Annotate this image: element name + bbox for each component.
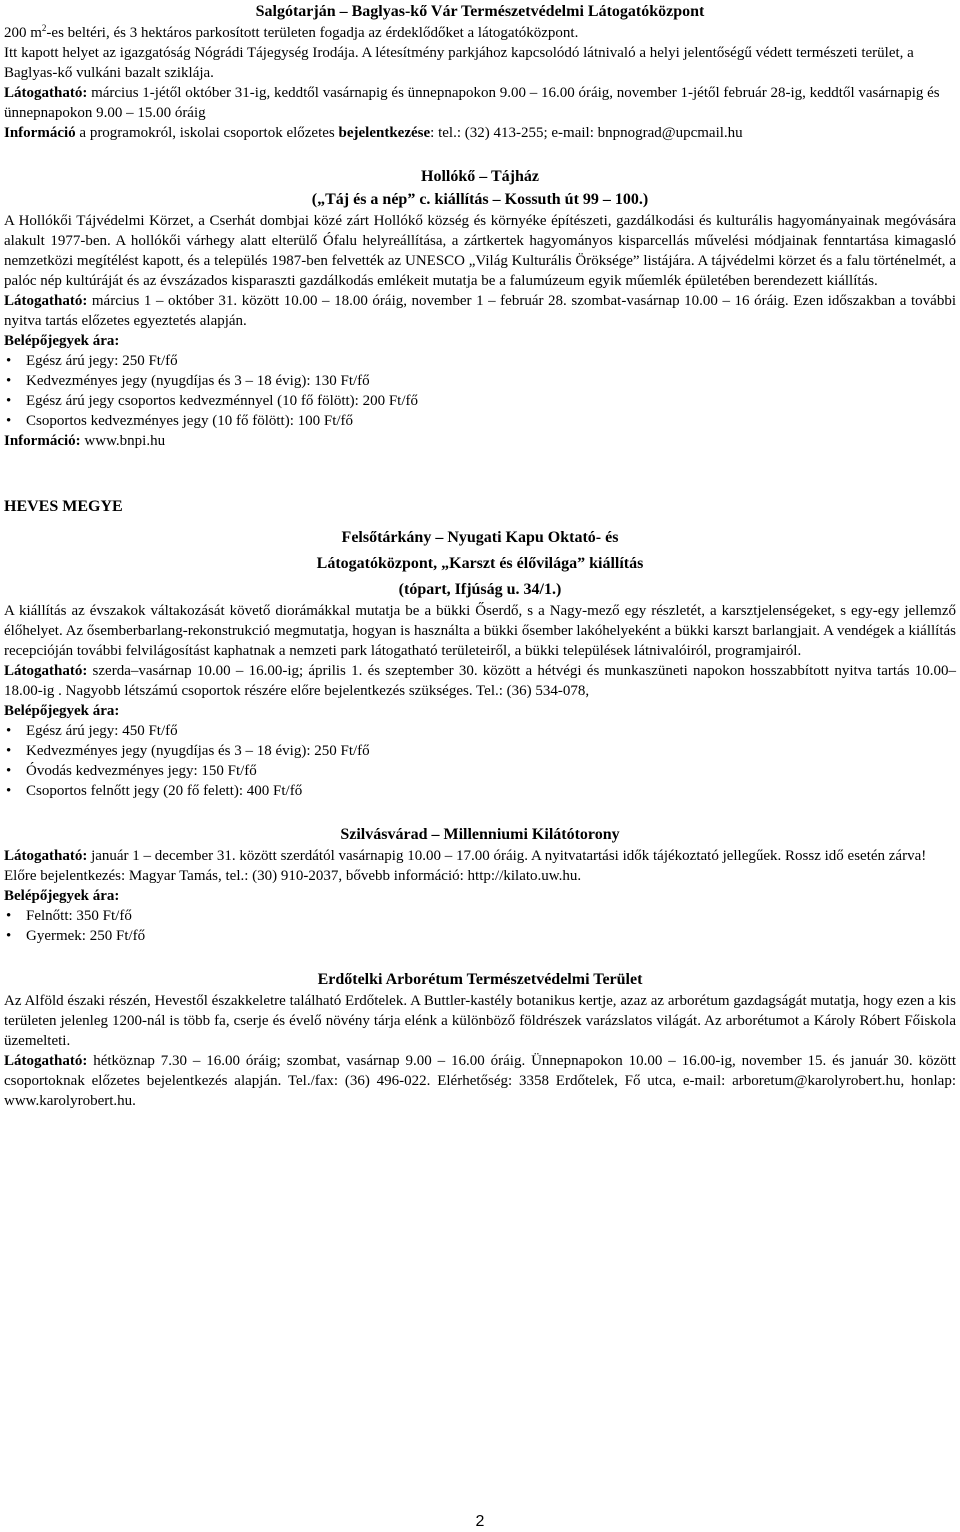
- section-title: Salgótarján – Baglyas-kő Vár Természetvédelmi Látogatóközpont: [255, 3, 705, 20]
- opening-hours: [4, 83, 956, 123]
- text: 200 m: [4, 25, 42, 41]
- label: Látogatható:: [4, 293, 88, 309]
- paragraph: [4, 23, 956, 43]
- description: Az Alföld északi részén, Hevestől északkeletre található Erdőtelek. A Buttler-kastély botanikus kertje, azaz az arborétum gazdagságát mutatja, hogy ezen a kis területen jelenleg 1200-nál is több fa, cserje és évelő növény tárja elénk a különböző földrészek varázslatos világát. Az arborétumot a Károly Róbert Főiskola üzemelteti.: [4, 993, 956, 1049]
- section-subtitle: („Táj és a nép” c. kiállítás – Kossuth út 99 – 100.): [311, 191, 649, 208]
- section-felsotarkany: [4, 526, 956, 801]
- price-text: Csoportos kedvezményes jegy (10 fő fölött): 100 Ft/fő: [26, 413, 354, 429]
- bullet-icon: •: [6, 763, 12, 779]
- list-item: [4, 391, 956, 411]
- section-holloko: [4, 165, 956, 451]
- list-item: [4, 741, 956, 761]
- list-item: [4, 906, 956, 926]
- section-title: Erdőtelki Arborétum Természetvédelmi Terület: [317, 971, 643, 988]
- section-szilvasvarad: [4, 823, 956, 946]
- value: szerda–vasárnap 10.00 – 16.00-ig; április 1. és szeptember 30. között a hétvégi és munkaszüneti napokon hosszabbított nyitva tartás 10.00–18.00-ig . Nagyobb létszámú csoportok részére előre bejelentkezés szükséges. Tel.: (36) 534-078,: [4, 663, 956, 699]
- info-line: [4, 123, 956, 143]
- bullet-icon: •: [6, 393, 12, 409]
- opening-hours: [4, 291, 956, 331]
- price-text: Egész árú jegy: 450 Ft/fő: [26, 723, 178, 739]
- price-text: Gyermek: 250 Ft/fő: [26, 928, 146, 944]
- price-list: [4, 351, 956, 431]
- bullet-icon: •: [6, 413, 12, 429]
- value: március 1 – október 31. között 10.00 – 18.00 óráig, november 1 – február 28. szombat-vasárnap 10.00 – 16 óráig. Ezen időszakban a további nyitva tartás előzetes egyeztetés alapján.: [4, 293, 956, 329]
- price-text: Kedvezményes jegy (nyugdíjas és 3 – 18 évig): 130 Ft/fő: [26, 373, 370, 389]
- price-text: Felnőtt: 350 Ft/fő: [26, 908, 132, 924]
- price-text: Csoportos felnőtt jegy (20 fő felett): 400 Ft/fő: [26, 783, 303, 799]
- price-text: Egész árú jegy csoportos kedvezménnyel (10 fő fölött): 200 Ft/fő: [26, 393, 418, 409]
- bullet-icon: •: [6, 373, 12, 389]
- section-title: Szilvásvárad – Millenniumi Kilátótorony: [340, 826, 620, 843]
- price-list: [4, 906, 956, 946]
- text: : tel.: (32) 413-255; e-mail: bnpnograd@upcmail.hu: [430, 125, 743, 141]
- page-number: 2: [475, 1513, 485, 1530]
- price-text: Egész árú jegy: 250 Ft/fő: [26, 353, 178, 369]
- opening-hours: [4, 1051, 956, 1111]
- description: A Hollókői Tájvédelmi Körzet, a Cserhát dombjai közé zárt Hollókő község és környéke építészeti, gazdálkodási és kulturális hagyományainak megóvására alakult 1977-ben. A hollókői várhegy alatt elterülő Ófalu helyreállítása, a zártkertek hagyományos kisparcellás művelési módjainak fenntartása kimagasló nemzetközi megítélést kapott, és a település 1987-ben felvették az UNESCO „Világ Kulturális Öröksége” listájára. A tájvédelmi körzet és a falu történelmét, a palóc nép kultúráját és az évszázados kisparaszti gazdálkodás emlékeit mutatja be a falumúzeum egyik műemlék épületében berendezett kiállítás.: [4, 213, 956, 289]
- price-text: Óvodás kedvezményes jegy: 150 Ft/fő: [26, 763, 257, 779]
- label: Látogatható:: [4, 663, 88, 679]
- label: Látogatható:: [4, 848, 88, 864]
- bold-text: bejelentkezése: [338, 125, 431, 141]
- section-erdotelek: [4, 968, 956, 1111]
- prices-label: Belépőjegyek ára:: [4, 888, 120, 904]
- section-title-line2: Látogatóközpont, „Karszt és élővilága” kiállítás: [316, 555, 644, 572]
- price-list: [4, 721, 956, 801]
- text: a programokról, iskolai csoportok előzetes: [75, 125, 339, 141]
- document-page: [4, 0, 956, 1111]
- prices-label: Belépőjegyek ára:: [4, 333, 120, 349]
- label: Látogatható:: [4, 85, 88, 101]
- list-item: [4, 411, 956, 431]
- paragraph: Itt kapott helyet az igazgatóság Nógrádi Tájegység Irodája. A létesítmény parkjához kapcsolódó látnivaló a helyi jelentőségű védett természeti terület, a Baglyas-kő vulkáni bazalt sziklája.: [4, 45, 914, 81]
- section-title: Felsőtárkány – Nyugati Kapu Oktató- és: [341, 529, 619, 546]
- bullet-icon: •: [6, 908, 12, 924]
- list-item: [4, 721, 956, 741]
- bullet-icon: •: [6, 743, 12, 759]
- label: Információ: [4, 125, 76, 141]
- list-item: [4, 371, 956, 391]
- prices-label: Belépőjegyek ára:: [4, 703, 120, 719]
- label: Információ:: [4, 433, 81, 449]
- section-title: Hollókő – Tájház: [421, 168, 539, 185]
- text: -es beltéri, és 3 hektáros parkosított területen fogadja az érdeklődőket a látogatóközpont.: [46, 25, 579, 41]
- list-item: [4, 761, 956, 781]
- info-line: [4, 431, 956, 451]
- contact-line: Előre bejelentkezés: Magyar Tamás, tel.: (30) 910-2037, bővebb információ: http://kilato.uw.hu.: [4, 868, 582, 884]
- section-salgotarjan: [4, 0, 956, 143]
- price-text: Kedvezményes jegy (nyugdíjas és 3 – 18 évig): 250 Ft/fő: [26, 743, 370, 759]
- value: január 1 – december 31. között szerdától vasárnapig 10.00 – 17.00 óráig. A nyitvatartási idők tájékoztató jellegűek. Rossz idő esetén zárva!: [87, 848, 927, 864]
- value: hétköznap 7.30 – 16.00 óráig; szombat, vasárnap 9.00 – 16.00 óráig. Ünnepnapokon 10.00 – 16.00-ig, november 15. és január 30. között csoportoknak előzetes bejelentkezés alapján. Tel./fax: (36) 496-022. Elérhetőség: 3358 Erdőtelek, Fő utca, e-mail: arboretum@karolyrobert.hu, honlap: www.karolyrobert.hu.: [4, 1053, 956, 1109]
- county-heading: HEVES MEGYE: [4, 498, 123, 515]
- description: A kiállítás az évszakok váltakozását követő diorámákkal mutatja be a bükki Őserdő, s a Nagy-mező egy részletét, a karsztjelenségeket, s egy-egy jellemző élőhelyet. Az ősemberbarlang-rekonstrukció megmutatja, hogyan is használta a bükki ősember lakóhelyeként a bükki karszt barlangjait. A vendégek a kiállítás recepcióján további felvilágosítást kaphatnak a nemzeti park látogatható területeiről, a bükki települések látnivalóiról, programjairól.: [4, 603, 956, 659]
- value: március 1-jétől október 31-ig, keddtől vasárnapig és ünnepnapokon 9.00 – 16.00 óráig, november 1-jétől február 28-ig, keddtől vasárnapig és ünnepnapokon 9.00 – 15.00 óráig: [4, 85, 940, 121]
- list-item: [4, 926, 956, 946]
- opening-hours: [4, 846, 956, 866]
- bullet-icon: •: [6, 723, 12, 739]
- bullet-icon: •: [6, 928, 12, 944]
- section-subtitle: (tópart, Ifjúság u. 34/1.): [398, 581, 562, 598]
- list-item: [4, 351, 956, 371]
- link-text: www.bnpi.hu: [80, 433, 166, 449]
- bullet-icon: •: [6, 783, 12, 799]
- opening-hours: [4, 661, 956, 701]
- label: Látogatható:: [4, 1053, 88, 1069]
- bullet-icon: •: [6, 353, 12, 369]
- list-item: [4, 781, 956, 801]
- superscript: 2: [41, 23, 47, 33]
